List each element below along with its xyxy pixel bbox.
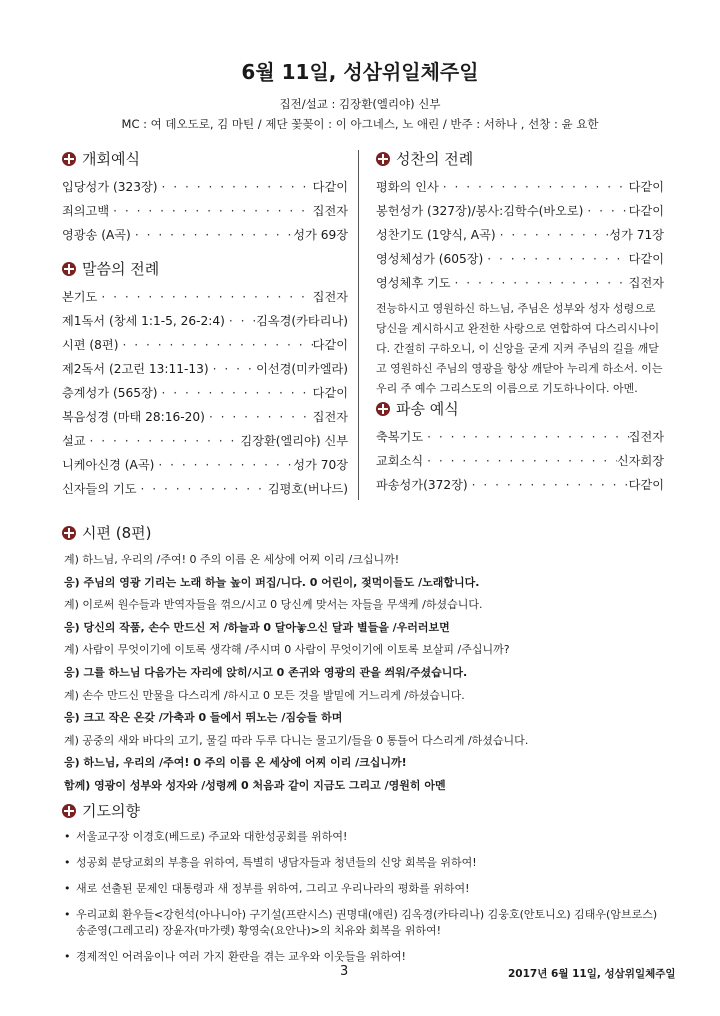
order-value: 김옥경(카타리나) bbox=[256, 314, 348, 328]
leader-dots bbox=[158, 381, 313, 405]
order-label: 영광송 (A곡) bbox=[62, 228, 131, 242]
order-value: 집전자 bbox=[628, 430, 664, 444]
leader-dots bbox=[483, 247, 628, 271]
order-row bbox=[62, 405, 348, 429]
order-label: 성찬기도 (1양식, A곡) bbox=[376, 228, 496, 242]
order-row bbox=[376, 175, 664, 199]
page-title: 6월 11일, 성삼위일체주일 bbox=[241, 60, 479, 84]
order-label: 파송성가(372장) bbox=[376, 478, 468, 492]
order-label: 제2독서 (2고린 13:11-13) bbox=[62, 362, 209, 376]
eucharist-heading bbox=[376, 148, 664, 169]
order-value: 다같이 bbox=[312, 338, 348, 352]
order-label: 영성체성가 (605장) bbox=[376, 252, 484, 266]
order-row bbox=[62, 309, 348, 333]
leader-dots bbox=[158, 175, 313, 199]
psalm-line: 응) 당신의 작품, 손수 만드신 저 /하늘과 0 달아놓으신 달과 별들을 /우러러보면 bbox=[64, 620, 450, 634]
order-label: 제1독서 (창세 1:1-5, 26-2:4) bbox=[62, 314, 225, 328]
order-value: 김평호(버나드) bbox=[267, 482, 348, 496]
footer-date: 2017년 6월 11일, 성삼위일체주일 bbox=[508, 968, 676, 980]
dismissal-heading bbox=[376, 398, 664, 419]
psalm-line: 함께) 영광이 성부와 성자와 /성령께 0 처음과 같이 지금도 그리고 /영원히 아멘 bbox=[64, 778, 446, 792]
psalm-line: 응) 크고 작은 온갖 /가축과 0 들에서 뛰노는 /짐승들 하며 bbox=[64, 711, 343, 725]
order-row bbox=[62, 357, 348, 381]
order-label: 본기도 bbox=[62, 290, 98, 304]
psalm-line: 계) 이로써 원수들과 반역자들을 꺾으/시고 0 당신께 맞서는 자들을 무색케 /하셨습니다. bbox=[64, 598, 483, 612]
word-heading-text: 말씀의 전례 bbox=[82, 260, 160, 278]
psalm-line: 계) 하느님, 우리의 /주여! 0 주의 이름 온 세상에 어찌 이리 /크십니까! bbox=[64, 553, 400, 566]
order-row bbox=[62, 429, 348, 453]
officiant-line: 집전/설교 : 김장환(엘리야) 신부 bbox=[279, 97, 441, 111]
order-label: 봉헌성가 (327장)/봉사:김학수(바오로) bbox=[376, 204, 584, 218]
order-value: 다같이 bbox=[628, 180, 664, 194]
order-value: 집전자 bbox=[312, 290, 348, 304]
psalm-heading bbox=[62, 522, 662, 543]
leader-dots bbox=[209, 357, 256, 381]
leader-dots bbox=[225, 309, 256, 333]
order-value: 다같이 bbox=[312, 386, 348, 400]
word-list bbox=[62, 285, 348, 501]
leader-dots bbox=[451, 271, 629, 295]
psalm-section bbox=[62, 522, 662, 798]
psalm-lines bbox=[62, 549, 662, 798]
psalm-line: 응) 주님의 영광 기리는 노래 하늘 높이 퍼집/니다. 0 어린이, 젖먹이들도 /노래합니다. bbox=[64, 575, 480, 589]
leader-dots bbox=[137, 477, 268, 501]
order-label: 축복기도 bbox=[376, 430, 424, 444]
order-row bbox=[376, 449, 664, 473]
leader-dots bbox=[131, 223, 293, 247]
order-row bbox=[376, 199, 664, 223]
intention-item: • 경제적인 어려움이나 여러 가지 환란을 겪는 교우와 이웃들을 위하여! bbox=[62, 949, 662, 965]
opening-heading-text: 개회예식 bbox=[82, 150, 140, 168]
leader-dots bbox=[496, 223, 610, 247]
order-row bbox=[62, 333, 348, 357]
cross-icon bbox=[62, 152, 76, 166]
leader-dots bbox=[205, 405, 313, 429]
leader-dots bbox=[86, 429, 241, 453]
order-row bbox=[62, 285, 348, 309]
leader-dots bbox=[154, 453, 293, 477]
order-row bbox=[376, 247, 664, 271]
intention-item: • 우리교회 환우들<강헌석(아나니아) 구기설(프란시스) 권명대(애린) 김옥경(카타리나) 김웅호(안토니오) 김태우(암브로스) 송준영(그레고리) 장윤자(마가렛) 황영숙(요안나)>의 치유와 회복을 위하여! bbox=[62, 907, 662, 939]
page-number: 3 bbox=[340, 964, 349, 979]
order-value: 성가 71장 bbox=[609, 228, 664, 242]
opening-list bbox=[62, 175, 348, 247]
intentions-section bbox=[62, 800, 662, 975]
order-row bbox=[62, 223, 348, 247]
eucharist-section bbox=[376, 148, 664, 399]
column-divider bbox=[358, 150, 359, 500]
order-label: 죄의고백 bbox=[62, 204, 110, 218]
cross-icon bbox=[62, 526, 76, 540]
word-section bbox=[62, 258, 348, 501]
order-row bbox=[62, 477, 348, 501]
eucharist-heading-text: 성찬의 전례 bbox=[396, 150, 474, 168]
ministers-line: MC : 여 데오도로, 김 마틴 / 제단 꽃꽂이 : 이 아그네스, 노 애린 / 반주 : 서하나 , 선창 : 윤 요한 bbox=[121, 117, 599, 131]
eucharist-list bbox=[376, 175, 664, 295]
order-row bbox=[62, 175, 348, 199]
leader-dots bbox=[423, 425, 629, 449]
leader-dots bbox=[583, 199, 628, 223]
cross-icon bbox=[376, 402, 390, 416]
order-label: 층계성가 (565장) bbox=[62, 386, 158, 400]
leader-dots bbox=[109, 199, 313, 223]
order-label: 입당성가 (323장) bbox=[62, 180, 158, 194]
leader-dots bbox=[118, 333, 312, 357]
cross-icon bbox=[62, 262, 76, 276]
intention-item: • 성공회 분당교회의 부흥을 위하여, 특별히 냉담자들과 청년들의 신앙 회복을 위하여! bbox=[62, 855, 662, 871]
order-value: 이선경(미카엘라) bbox=[256, 362, 348, 376]
order-row bbox=[62, 381, 348, 405]
intentions-heading bbox=[62, 800, 662, 821]
order-label: 설교 bbox=[62, 434, 86, 448]
order-label: 시편 (8편) bbox=[62, 338, 119, 352]
intentions-heading-text: 기도의향 bbox=[82, 802, 140, 820]
psalm-heading-text: 시편 (8편) bbox=[82, 524, 152, 542]
order-row bbox=[376, 223, 664, 247]
order-value: 다같이 bbox=[628, 478, 664, 492]
cross-icon bbox=[376, 152, 390, 166]
dismissal-list bbox=[376, 425, 664, 497]
leader-dots bbox=[97, 285, 312, 309]
order-label: 신자들의 기도 bbox=[62, 482, 137, 496]
psalm-line: 계) 손수 만드신 만물을 다스리게 /하시고 0 모든 것을 발밑에 거느리게 /하셨습니다. bbox=[64, 688, 465, 702]
cross-icon bbox=[62, 804, 76, 818]
opening-heading bbox=[62, 148, 348, 169]
psalm-line: 응) 하느님, 우리의 /주여! 0 주의 이름 온 세상에 어찌 이리 /크십니까! bbox=[64, 756, 407, 770]
leader-dots bbox=[439, 175, 629, 199]
order-row bbox=[376, 473, 664, 497]
order-value: 김장환(엘리야) 신부 bbox=[240, 434, 348, 448]
order-value: 집전자 bbox=[628, 276, 664, 290]
order-label: 복음성경 (마태 28:16-20) bbox=[62, 410, 205, 424]
order-value: 다같이 bbox=[312, 180, 348, 194]
opening-section bbox=[62, 148, 348, 247]
order-value: 다같이 bbox=[628, 204, 664, 218]
intention-item: • 서울교구장 이경호(베드로) 주교와 대한성공회를 위하여! bbox=[62, 829, 662, 845]
order-value: 다같이 bbox=[628, 252, 664, 266]
intention-item: • 새로 선출된 문제인 대통령과 새 정부를 위하여, 그리고 우리나라의 평화를 위하여! bbox=[62, 881, 662, 897]
order-label: 평화의 인사 bbox=[376, 180, 439, 194]
order-label: 니케아신경 (A곡) bbox=[62, 458, 155, 472]
leader-dots bbox=[468, 473, 629, 497]
order-value: 성가 69장 bbox=[293, 228, 348, 242]
order-value: 신자회장 bbox=[616, 454, 664, 468]
order-value: 집전자 bbox=[312, 204, 348, 218]
intentions-list bbox=[62, 829, 662, 965]
order-label: 영성체후 기도 bbox=[376, 276, 451, 290]
dismissal-section bbox=[376, 398, 664, 497]
post-communion-prayer: 전능하시고 영원하신 하느님, 주님은 성부와 성자 성령으로 당신을 계시하시고 완전한 사랑으로 연합하여 다스리시나이다. 간절히 구하오니, 이 신앙을 굳게 지켜 주님의 길을 깨닫고 영원하신 주님의 영광을 항상 깨닫아 누리게 하소서. 이는 우리 주 예수 그리스도의 이름으로 기도하나이다. 아멘. bbox=[376, 302, 663, 395]
order-label: 교회소식 bbox=[376, 454, 424, 468]
order-value: 성가 70장 bbox=[293, 458, 348, 472]
psalm-line: 계) 공중의 새와 바다의 고기, 물길 따라 두루 다니는 물고기/들을 0 통틀어 다스리게 /하셨습니다. bbox=[64, 733, 529, 747]
psalm-line: 응) 그를 하느님 다음가는 자리에 앉히/시고 0 존귀와 영광의 관을 씌워/주셨습니다. bbox=[64, 665, 468, 679]
order-value: 집전자 bbox=[312, 410, 348, 424]
order-row bbox=[376, 425, 664, 449]
order-row bbox=[376, 271, 664, 295]
word-heading bbox=[62, 258, 348, 279]
dismissal-heading-text: 파송 예식 bbox=[396, 400, 459, 418]
order-row bbox=[62, 199, 348, 223]
psalm-line: 계) 사람이 무엇이기에 이토록 생각해 /주시며 0 사람이 무엇이기에 이토록 보살피 /주십니까? bbox=[64, 643, 510, 657]
leader-dots bbox=[423, 449, 617, 473]
order-row bbox=[62, 453, 348, 477]
